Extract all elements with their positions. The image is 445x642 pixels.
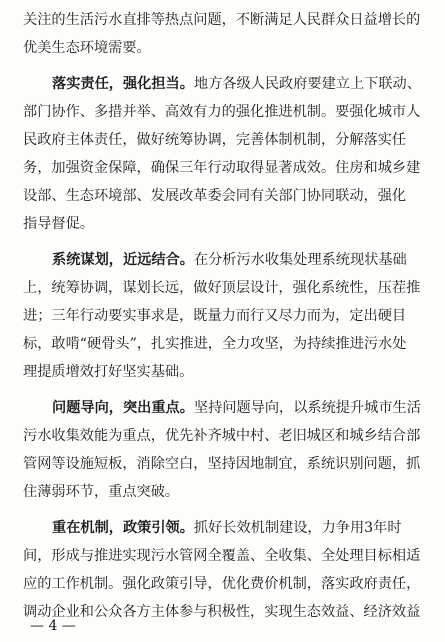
paragraph-gap: [23, 238, 425, 246]
text-line: [23, 34, 425, 62]
text-line: [23, 450, 425, 478]
paragraph-gap: [23, 62, 425, 70]
paragraph-gap: [23, 506, 425, 514]
text-line: [23, 598, 425, 626]
line-text: 关注的生活污水直排等热点问题，不断满足人民群众日益增长的: [23, 12, 421, 28]
text-line: [23, 302, 425, 330]
line-text: 应的工作机制。强化政策引导，优化费价机制，落实政府责任，: [23, 576, 421, 592]
line-text: 间，形成与推进实现污水管网全覆盖、全收集、全处理目标相适: [23, 548, 421, 564]
paragraph-heading: 落实责任，强化担当。: [52, 76, 194, 92]
line-text: 地方各级人民政府要建立上下联动、: [193, 76, 421, 92]
page-number: — 4 —: [30, 618, 76, 634]
text-line: [23, 246, 425, 274]
line-text: 理提质增效打好坚实基础。: [23, 364, 194, 380]
text-line: [23, 394, 425, 422]
line-text: 民政府主体责任，做好统筹协调，完善体制机制，分解落实任: [23, 132, 407, 148]
text-line: [23, 422, 425, 450]
line-text: 在分析污水收集处理系统现状基础: [193, 252, 407, 268]
text-line: [23, 330, 425, 358]
line-text: 优美生态环境需要。: [23, 40, 151, 56]
paragraph-heading: 系统谋划，近远结合。: [52, 252, 194, 268]
text-line: [23, 154, 425, 182]
line-text: 指导督促。: [23, 216, 94, 232]
text-line: [23, 210, 425, 238]
line-text: 污水收集效能为重点，优先补齐城中村、老旧城区和城乡结合部: [23, 428, 421, 444]
line-text: 设部、生态环境部、发展改革委会同有关部门协同联动，强化: [23, 188, 407, 204]
line-text: 标，敢啃“硬骨头”，扎实推进，全力攻坚，为持续推进污水处: [23, 336, 407, 352]
text-line: [23, 478, 425, 506]
text-line: [23, 514, 425, 542]
text-line: [23, 98, 425, 126]
text-line: [23, 70, 425, 98]
line-text: 坚持问题导向，以系统提升城市生活: [193, 400, 421, 416]
paragraph-heading: 问题导向，突出重点。: [52, 400, 194, 416]
line-text: 住薄弱环节，重点突破。: [23, 484, 180, 500]
line-text: 管网等设施短板，消除空白，坚持因地制宜，系统识别问题，抓: [23, 456, 421, 472]
line-text: 上，统筹协调，谋划长远，做好顶层设计，强化系统性，压茬推: [23, 280, 421, 296]
paragraph-heading: 重在机制，政策引领。: [52, 520, 194, 536]
text-line: [23, 570, 425, 598]
line-text: 进；三年行动要实事求是，既量力而行又尽力而为，定出硬目: [23, 308, 407, 324]
document-body: [23, 6, 425, 626]
text-line: [23, 542, 425, 570]
line-text: 调动企业和公众各方主体参与积极性，实现生态效益、经济效益: [23, 604, 421, 620]
line-text: 抓好长效机制建设，力争用3年时: [193, 520, 402, 536]
line-text: 务，加强资金保障，确保三年行动取得显著成效。住房和城乡建: [23, 160, 421, 176]
text-line: [23, 274, 425, 302]
line-text: 部门协作、多措并举、高效有力的强化推进机制。要强化城市人: [23, 104, 421, 120]
text-line: [23, 358, 425, 386]
paragraph-gap: [23, 386, 425, 394]
text-line: [23, 6, 425, 34]
text-line: [23, 182, 425, 210]
text-line: [23, 126, 425, 154]
